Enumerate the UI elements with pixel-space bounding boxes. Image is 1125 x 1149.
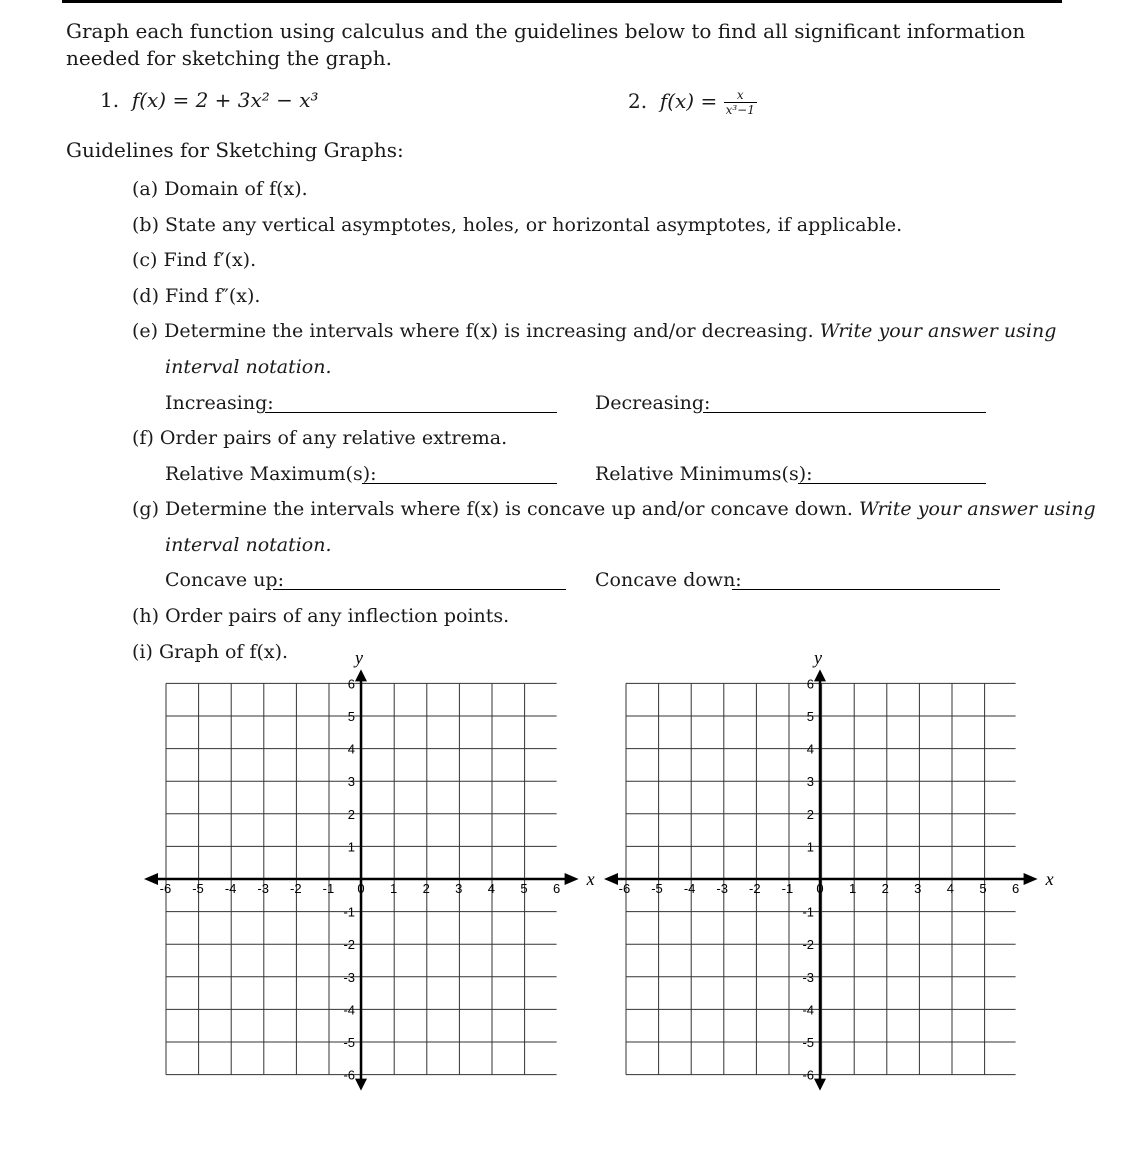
x-axis-left-arrow (144, 873, 158, 885)
graph-grid-1[interactable] (144, 647, 595, 1090)
x-tick-label: 0 (357, 881, 365, 896)
x-tick-label: -3 (716, 881, 728, 896)
item-h: (h) Order pairs of any inflection points. (132, 605, 510, 627)
x-tick-label: -1 (781, 881, 794, 896)
item-d: (d) Find f″(x). (132, 285, 261, 307)
x-tick-label: -2 (290, 881, 302, 896)
item-i: (i) Graph of f(x). (132, 641, 289, 663)
item-g-text: (g) Determine the intervals where f(x) is concave up and/or concave down. (132, 498, 853, 520)
x-tick-label: 5 (979, 881, 987, 896)
graph-grid-2[interactable] (604, 647, 1054, 1090)
relative-max-label: Relative Maximum(s): (165, 463, 377, 485)
fraction-numerator: x (736, 88, 744, 102)
y-tick-label: 2 (806, 806, 814, 822)
y-tick-label: -5 (343, 1035, 355, 1050)
y-tick-label: 3 (806, 774, 814, 790)
y-tick-label: 4 (806, 741, 814, 757)
x-tick-label: 6 (1011, 881, 1020, 896)
relative-min-label: Relative Minimums(s): (595, 463, 813, 485)
y-tick-label: 3 (347, 774, 355, 790)
x-axis-right-arrow (565, 873, 579, 885)
item-c: (c) Find f′(x). (132, 249, 257, 271)
fraction-denominator: x³−1 (725, 103, 755, 117)
item-e-continued: interval notation. (165, 356, 332, 378)
x-tick-label: 1 (389, 881, 398, 896)
y-tick-label: -3 (802, 969, 814, 985)
x-axis-label: x (586, 869, 595, 889)
y-tick-label: -2 (802, 937, 814, 953)
x-tick-label: 4 (487, 881, 496, 896)
y-axis-down-arrow (355, 1079, 367, 1091)
concave-down-label: Concave down: (595, 569, 742, 591)
item-g-continued: interval notation. (165, 534, 332, 556)
y-tick-label: 2 (347, 806, 355, 822)
x-tick-label: 6 (552, 881, 561, 896)
guidelines-title: Guidelines for Sketching Graphs: (66, 138, 404, 162)
y-tick-label: -1 (802, 904, 814, 920)
x-tick-label: -6 (159, 881, 172, 896)
y-tick-label: 5 (347, 709, 355, 724)
x-tick-label: -5 (192, 881, 204, 896)
x-tick-label: 2 (881, 881, 889, 896)
x-tick-label: -3 (257, 881, 269, 896)
y-tick-label: 5 (806, 709, 814, 724)
increasing-label: Increasing: (165, 392, 274, 414)
y-tick-label: -4 (343, 1002, 355, 1018)
y-axis-up-arrow (814, 669, 826, 681)
item-b: (b) State any vertical asymptotes, holes, or horizontal asymptotes, if applicable. (132, 214, 903, 236)
y-axis-label: y (814, 647, 822, 668)
x-tick-label: 2 (422, 881, 430, 896)
y-tick-label: -1 (343, 904, 355, 920)
concave-up-label: Concave up: (165, 569, 285, 591)
problem-1-number: 1. (100, 88, 120, 112)
y-tick-label: 6 (806, 676, 814, 692)
x-tick-label: -6 (618, 881, 631, 896)
y-tick-label: 1 (347, 839, 355, 855)
problem-2-function: f(x) = (659, 89, 718, 113)
item-e-italic: Write your answer using (819, 320, 1057, 342)
x-tick-label: 5 (520, 881, 528, 896)
y-tick-label: 1 (806, 839, 814, 855)
problem-1-function: f(x) = 2 + 3x² − x³ (131, 88, 319, 112)
y-axis-label: y (355, 647, 363, 668)
y-tick-label: -6 (802, 1067, 814, 1083)
x-tick-label: -4 (683, 881, 696, 896)
x-tick-label: -5 (651, 881, 663, 896)
item-e-text: (e) Determine the intervals where f(x) is increasing and/or decreasing. (132, 320, 814, 342)
instructions: Graph each function using calculus and the guidelines below to find all significant information needed for sketching the graph. (66, 19, 1026, 70)
x-tick-label: 4 (946, 881, 955, 896)
y-tick-label: -6 (343, 1067, 355, 1083)
item-g-italic: Write your answer using (858, 498, 1096, 520)
x-tick-label: -2 (749, 881, 761, 896)
x-tick-label: 1 (848, 881, 857, 896)
x-tick-label: 3 (455, 881, 463, 896)
x-tick-label: 3 (914, 881, 922, 896)
y-tick-label: 6 (347, 676, 355, 692)
y-tick-label: -4 (802, 1002, 814, 1018)
x-tick-label: 0 (816, 881, 824, 896)
item-f: (f) Order pairs of any relative extrema. (132, 427, 508, 449)
x-axis-label: x (1045, 869, 1054, 889)
item-a: (a) Domain of f(x). (132, 178, 308, 200)
x-axis-left-arrow (604, 873, 618, 885)
x-tick-label: -4 (224, 881, 237, 896)
y-tick-label: -3 (343, 969, 355, 985)
x-tick-label: -1 (322, 881, 335, 896)
y-tick-label: -5 (802, 1035, 814, 1050)
y-tick-label: -2 (343, 937, 355, 953)
x-axis-right-arrow (1024, 873, 1038, 885)
y-tick-label: 4 (347, 741, 355, 757)
y-axis-down-arrow (814, 1079, 826, 1091)
problem-2-number: 2. (628, 89, 648, 113)
y-axis-up-arrow (355, 669, 367, 681)
decreasing-label: Decreasing: (595, 392, 711, 414)
